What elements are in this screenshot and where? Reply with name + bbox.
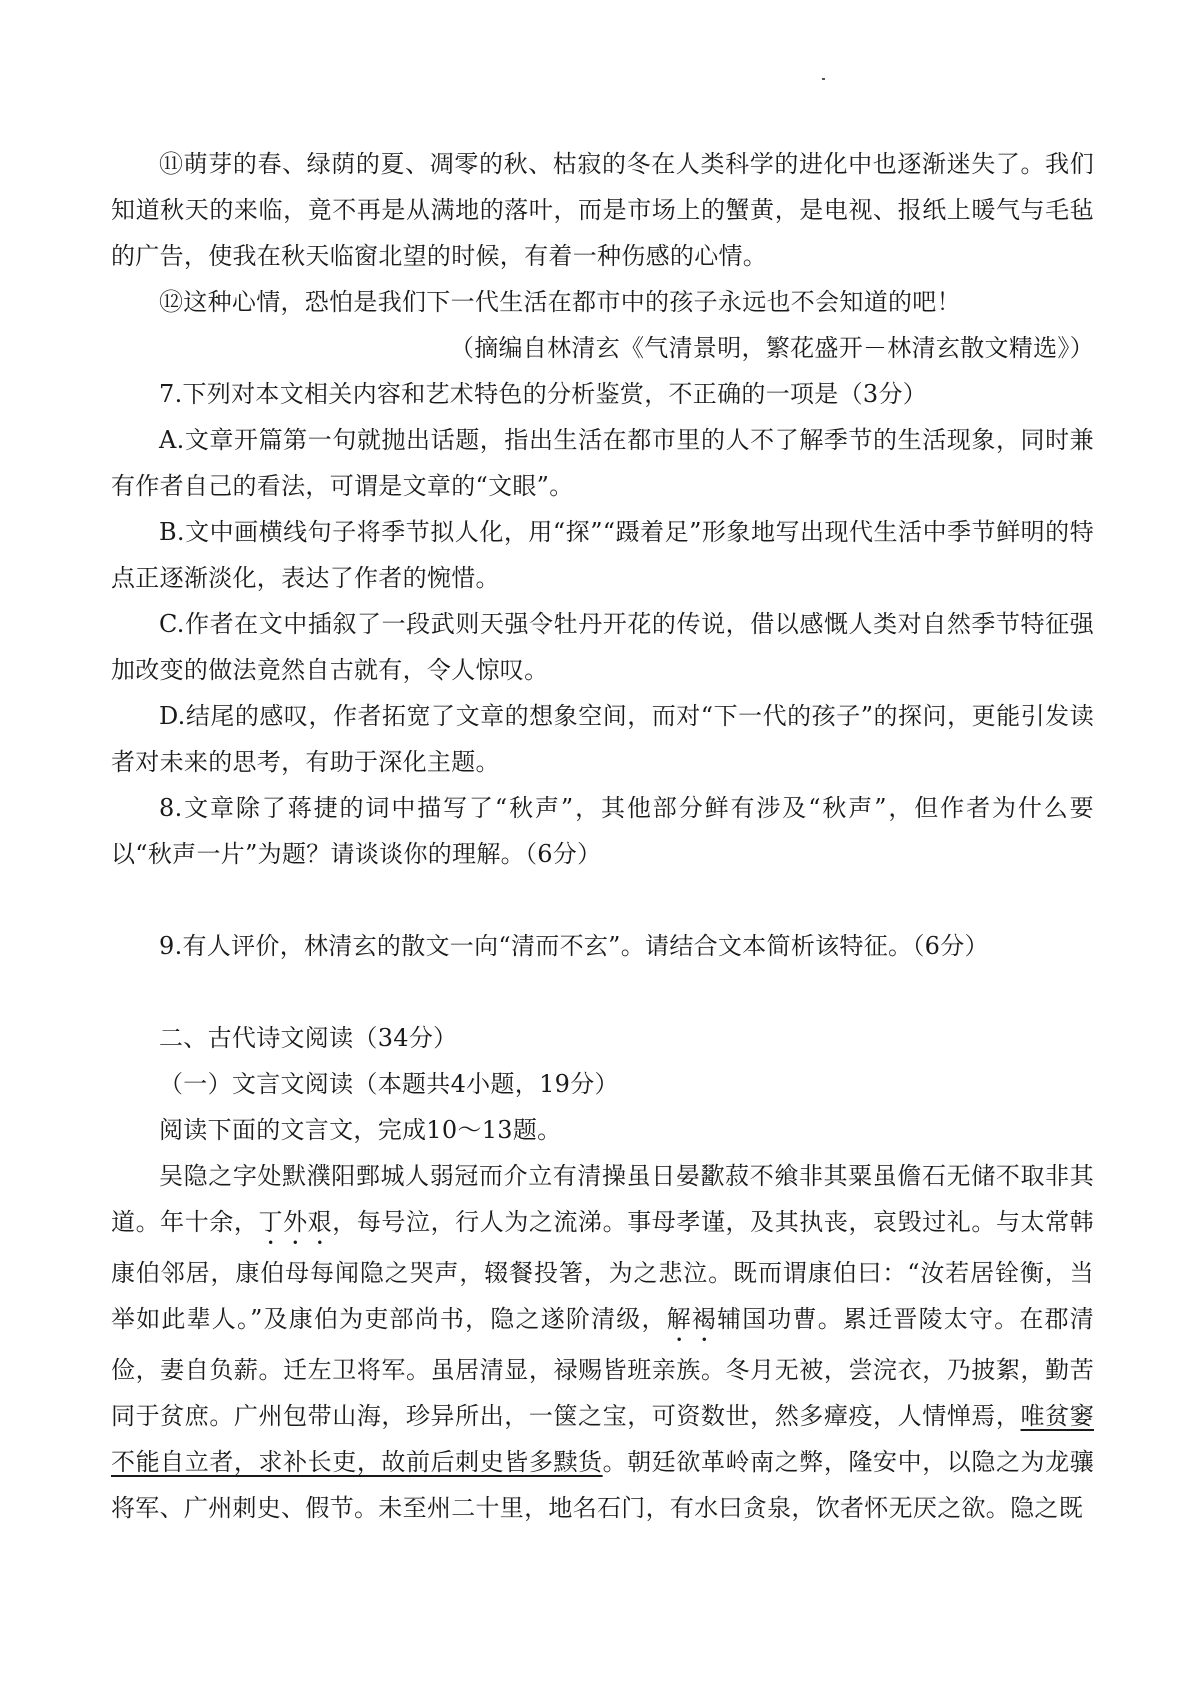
question-7-stem: 7.下列对本文相关内容和艺术特色的分析鉴赏，不正确的一项是（3分） (159, 380, 928, 408)
question-7-option-a: A.文章开篇第一句就抛出话题，指出生活在都市里的人不了解季节的生活现象，同时兼有作者自己的看法，可谓是文章的“文眼”。 (111, 426, 1094, 500)
classical-text-segment: 。朝廷欲革岭南之弊，隆安中，以隐之为龙骧将军、广州刺史、假节。未至州二十里，地名石门，有水曰贪泉，饮者怀无厌之欲。隐之既 (111, 1448, 1094, 1522)
question-7-option-d: D.结尾的感叹，作者拓宽了文章的想象空间，而对“下一代的孩子”的探问，更能引发读者对未来的思考，有助于深化主题。 (111, 702, 1094, 776)
scan-speck (822, 78, 825, 80)
passage-source: （摘编自林清玄《气清景明，繁花盛开－林清玄散文精选》） (449, 334, 1094, 362)
page-content (111, 141, 1094, 1531)
question-8: 8.文章除了蒋捷的词中描写了“秋声”，其他部分鲜有涉及“秋声”，但作者为什么要以“秋声一片”为题？请谈谈你的理解。（6分） (111, 794, 1094, 868)
dotted-term-jie-he: 解褐 (666, 1305, 718, 1333)
dotted-term-ding-wai-jian: 丁外艰 (258, 1208, 333, 1236)
question-7-option-c: C.作者在文中插叙了一段武则天强令牡丹开花的传说，借以感慨人类对自然季节特征强加改变的做法竟然自古就有，令人惊叹。 (111, 610, 1094, 684)
passage-paragraph-12: ⑫这种心情，恐怕是我们下一代生活在都市中的孩子永远也不会知道的吧！ (159, 288, 961, 316)
question-9: 9.有人评价，林清玄的散文一向“清而不玄”。请结合文本简析该特征。（6分） (159, 932, 989, 960)
answer-space-9 (111, 969, 1094, 1015)
classical-text-segment: 辅国功曹。累迁晋陵太守。在郡清俭，妻自负薪。迁左卫将军。虽居清显，禄赐皆班亲族。冬月无被，尝浣衣，乃披絮，勤苦同于贫庶。广州包带山海，珍异所出，一箧之宝，可资数世，然多瘴疫，人情惮焉， (111, 1305, 1095, 1430)
reading-instruction: 阅读下面的文言文，完成10～13题。 (159, 1116, 562, 1144)
classical-text-segment: 吴隐之字处默濮阳鄄城人弱冠而介立有清操虽日晏歠菽不飨非其粟虽儋石无储不取非其道。年十余， (111, 1162, 1094, 1236)
underlined-sentence: 唯贫窭不能自立者，求补长吏，故前后刺史皆多黩货 (111, 1402, 1094, 1476)
section-heading: 二、古代诗文阅读（34分） (159, 1024, 458, 1052)
classical-text-segment: ，每号泣，行人为之流涕。事母孝谨，及其执丧，哀毁过礼。与太常韩康伯邻居，康伯母每闻隐之哭声，辍餐投箸，为之悲泣。既而谓康伯曰：“汝若居铨衡，当举如此辈人。”及康伯为吏部尚书，隐之遂阶清级， (111, 1208, 1094, 1333)
subsection-heading: （一）文言文阅读（本题共4小题，19分） (159, 1070, 619, 1098)
question-7-option-b: B.文中画横线句子将季节拟人化，用“探”“蹑着足”形象地写出现代生活中季节鲜明的特点正逐渐淡化，表达了作者的惋惜。 (111, 518, 1094, 592)
passage-paragraph-11: ⑪萌芽的春、绿荫的夏、凋零的秋、枯寂的冬在人类科学的进化中也逐渐迷失了。我们知道秋天的来临，竟不再是从满地的落叶，而是市场上的蟹黄，是电视、报纸上暖气与毛毡的广告，使我在秋天临窗北望的时候，有着一种伤感的心情。 (111, 150, 1094, 270)
classical-chinese-text (111, 1153, 1094, 1531)
answer-space-8 (111, 877, 1094, 923)
